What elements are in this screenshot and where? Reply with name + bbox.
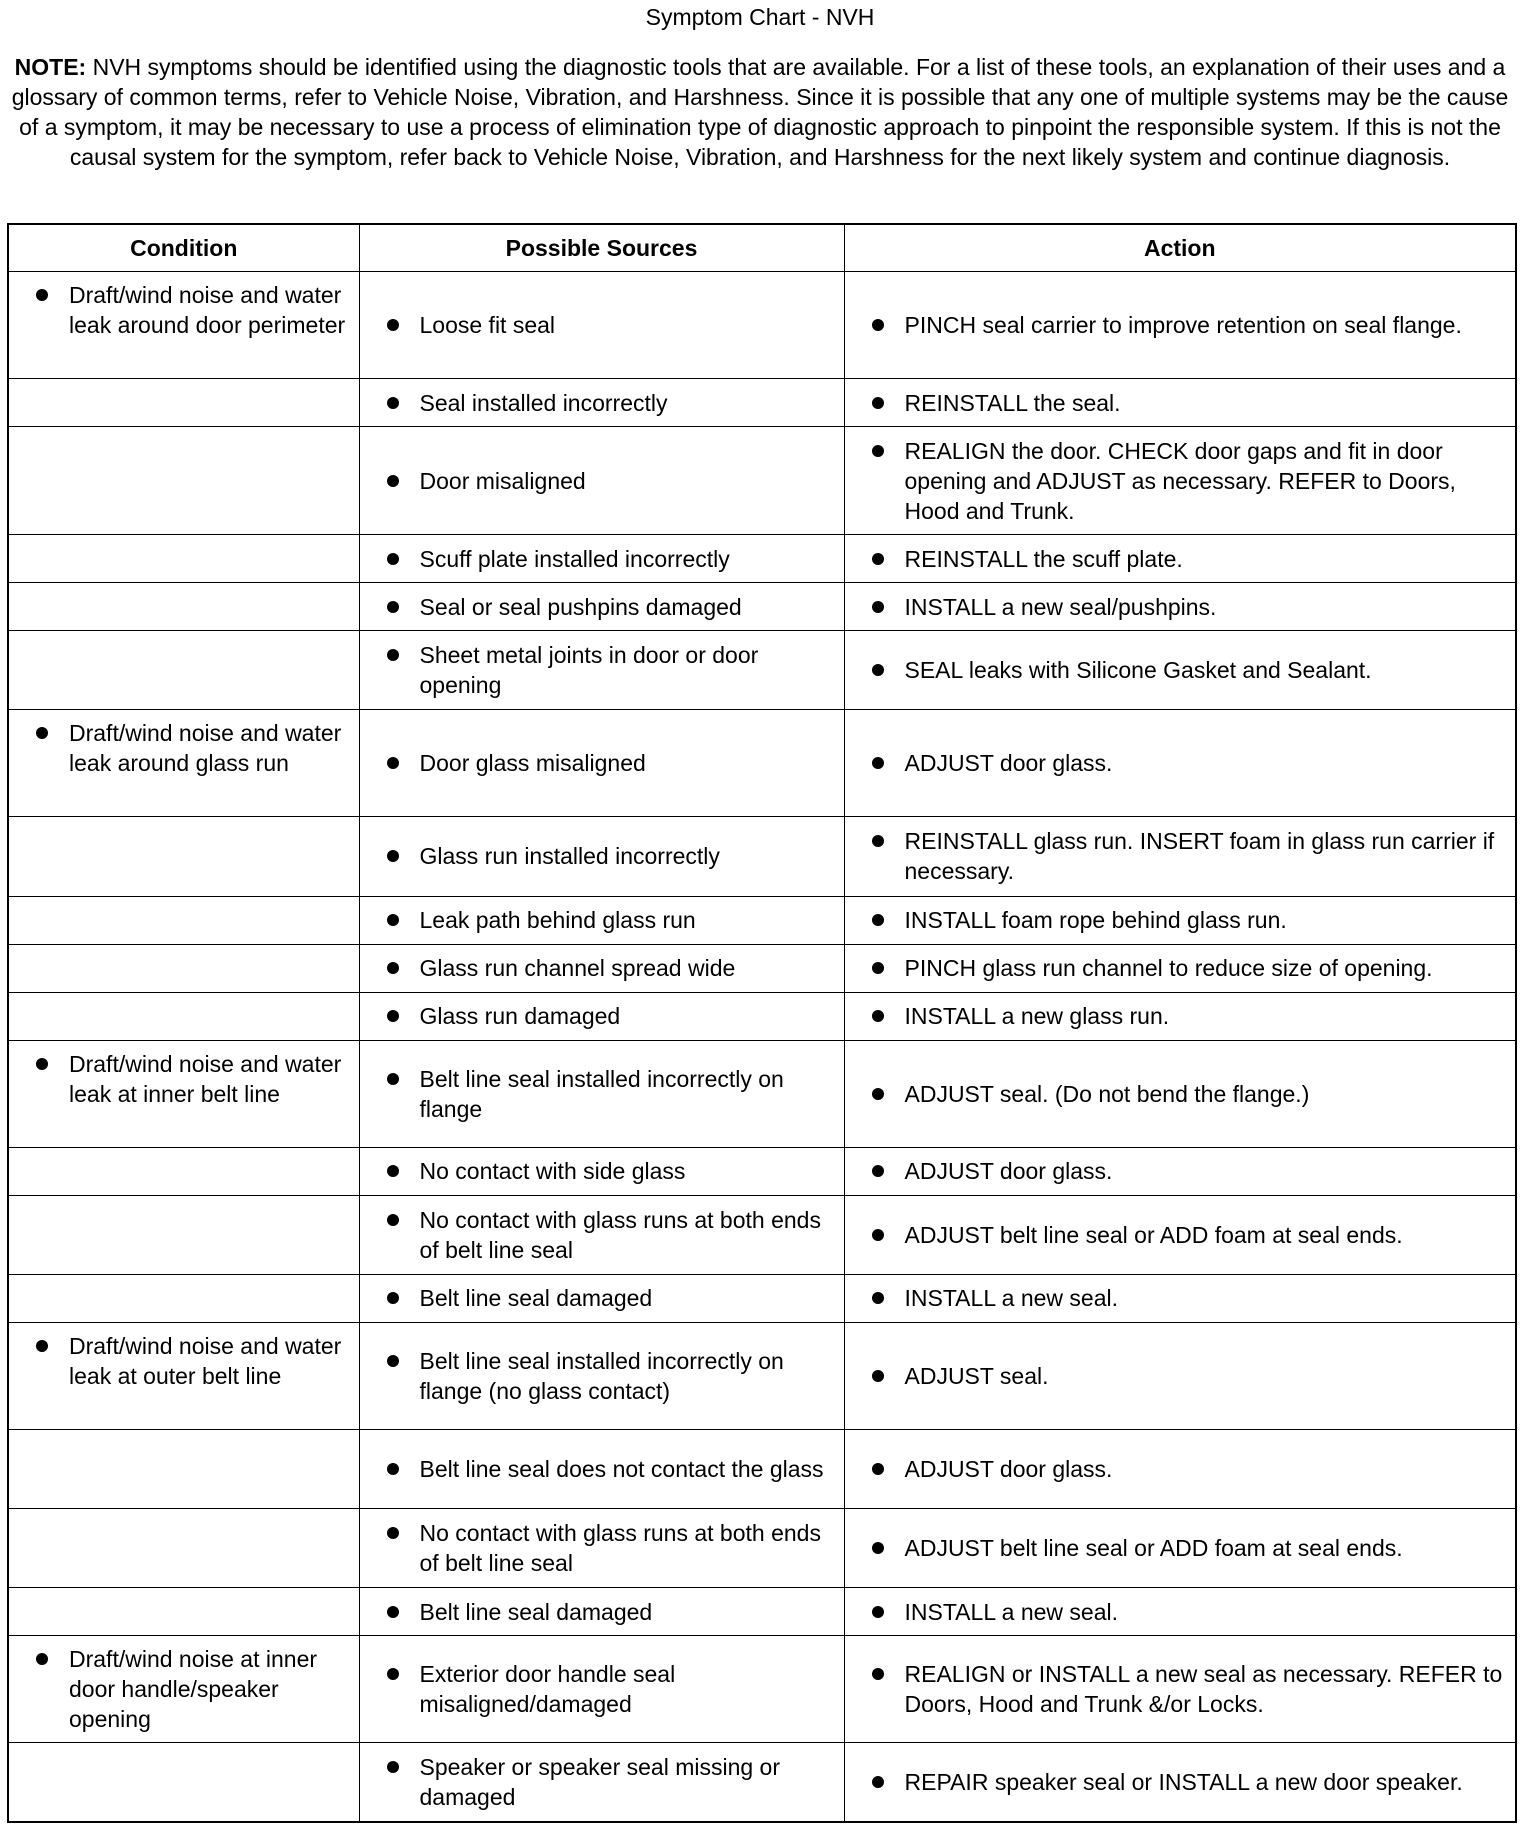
source-bullet-item xyxy=(360,466,836,496)
table-row xyxy=(8,535,1516,583)
bullet-icon xyxy=(387,1668,399,1680)
bullet-icon xyxy=(872,1165,884,1177)
condition-text: Draft/wind noise and water leak around door perimeter xyxy=(69,282,346,338)
action-bullet-item xyxy=(845,310,1508,340)
source-cell xyxy=(359,535,844,583)
source-bullet-item xyxy=(360,953,836,983)
action-cell xyxy=(844,1322,1516,1429)
action-cell xyxy=(844,896,1516,944)
source-bullet-item xyxy=(360,905,836,935)
source-text: Leak path behind glass run xyxy=(419,907,696,934)
source-bullet-item xyxy=(360,640,836,700)
condition-cell xyxy=(8,1195,359,1274)
action-text: PINCH glass run channel to reduce size of opening. xyxy=(904,955,1433,982)
action-text: PINCH seal carrier to improve retention on seal flange. xyxy=(904,312,1462,339)
bullet-icon xyxy=(387,914,399,926)
condition-cell xyxy=(8,1508,359,1587)
bullet-icon xyxy=(387,1165,399,1177)
action-text: ADJUST door glass. xyxy=(904,1158,1113,1185)
action-text: INSTALL a new seal/pushpins. xyxy=(904,593,1217,620)
action-cell xyxy=(844,944,1516,992)
action-text: REALIGN or INSTALL a new seal as necessary. REFER to Doors, Hood and Trunk &/or Locks. xyxy=(904,1661,1503,1718)
source-bullet-item xyxy=(360,1346,836,1406)
condition-cell xyxy=(8,1274,359,1322)
action-cell xyxy=(844,1743,1516,1822)
source-bullet-item xyxy=(360,310,836,340)
source-cell xyxy=(359,1588,844,1636)
source-bullet-item xyxy=(360,592,836,622)
action-bullet-item xyxy=(845,388,1508,418)
bullet-icon xyxy=(872,1463,884,1475)
source-text: Glass run installed incorrectly xyxy=(419,843,720,870)
condition-text: Draft/wind noise and water leak around glass run xyxy=(69,720,342,777)
source-text: Scuff plate installed incorrectly xyxy=(419,545,730,572)
condition-text: Draft/wind noise at inner door handle/speaker opening xyxy=(69,1646,318,1733)
table-row xyxy=(8,1743,1516,1822)
condition-bullet-item xyxy=(9,1049,351,1109)
bullet-icon xyxy=(872,914,884,926)
condition-cell xyxy=(8,631,359,710)
action-text: ADJUST seal. (Do not bend the flange.) xyxy=(904,1080,1310,1107)
condition-cell xyxy=(8,1147,359,1195)
source-cell xyxy=(359,1429,844,1508)
action-cell xyxy=(844,992,1516,1040)
source-cell xyxy=(359,427,844,535)
bullet-icon xyxy=(387,475,399,487)
action-bullet-item xyxy=(845,826,1508,886)
condition-bullet-item xyxy=(9,718,351,778)
bullet-icon xyxy=(872,601,884,613)
action-text: REINSTALL glass run. INSERT foam in glass run carrier if necessary. xyxy=(904,828,1495,885)
bullet-icon xyxy=(387,1214,399,1226)
source-text: Exterior door handle seal misaligned/damaged xyxy=(419,1661,676,1718)
source-text: Belt line seal does not contact the glass xyxy=(419,1455,824,1482)
action-text: INSTALL foam rope behind glass run. xyxy=(904,907,1287,934)
action-text: INSTALL a new seal. xyxy=(904,1285,1118,1312)
action-cell xyxy=(844,535,1516,583)
bullet-icon xyxy=(387,1761,399,1773)
bullet-icon xyxy=(872,1292,884,1304)
table-row xyxy=(8,896,1516,944)
source-bullet-item xyxy=(360,388,836,418)
condition-cell xyxy=(8,427,359,535)
table-row xyxy=(8,992,1516,1040)
table-row xyxy=(8,944,1516,992)
bullet-icon xyxy=(387,962,399,974)
source-bullet-item xyxy=(360,1659,836,1719)
source-text: Seal or seal pushpins damaged xyxy=(419,593,742,620)
bullet-icon xyxy=(872,664,884,676)
action-text: ADJUST belt line seal or ADD foam at seal ends. xyxy=(904,1221,1403,1248)
source-cell xyxy=(359,992,844,1040)
source-cell xyxy=(359,379,844,427)
table-row xyxy=(8,1147,1516,1195)
table-row xyxy=(8,1040,1516,1147)
condition-cell xyxy=(8,1743,359,1822)
condition-cell xyxy=(8,992,359,1040)
condition-bullet-item xyxy=(9,1331,351,1391)
source-bullet-item xyxy=(360,1064,836,1124)
action-text: ADJUST door glass. xyxy=(904,1455,1113,1482)
bullet-icon xyxy=(872,1229,884,1241)
table-row xyxy=(8,427,1516,535)
condition-cell xyxy=(8,1429,359,1508)
bullet-icon xyxy=(872,1542,884,1554)
note-paragraph xyxy=(10,52,1510,172)
source-cell xyxy=(359,1508,844,1587)
action-bullet-item xyxy=(845,905,1508,935)
symptom-chart-table xyxy=(7,223,1517,1823)
action-cell xyxy=(844,1508,1516,1587)
bullet-icon xyxy=(387,1292,399,1304)
bullet-icon xyxy=(872,1370,884,1382)
action-cell xyxy=(844,1588,1516,1636)
action-cell xyxy=(844,583,1516,631)
header-possible-sources: Possible Sources xyxy=(359,224,844,272)
bullet-icon xyxy=(872,1010,884,1022)
action-bullet-item xyxy=(845,436,1508,526)
table-row xyxy=(8,1588,1516,1636)
source-bullet-item xyxy=(360,544,836,574)
table-row xyxy=(8,379,1516,427)
header-condition: Condition xyxy=(8,224,359,272)
action-text: REINSTALL the seal. xyxy=(904,389,1121,416)
source-bullet-item xyxy=(360,1283,836,1313)
table-row xyxy=(8,272,1516,379)
page-title: Symptom Chart - NVH xyxy=(645,4,875,30)
source-cell xyxy=(359,1322,844,1429)
source-bullet-item xyxy=(360,1454,836,1484)
source-cell xyxy=(359,272,844,379)
source-bullet-item xyxy=(360,1518,836,1578)
source-cell xyxy=(359,583,844,631)
bullet-icon xyxy=(872,319,884,331)
source-text: Door misaligned xyxy=(419,467,586,494)
action-text: INSTALL a new glass run. xyxy=(904,1003,1170,1030)
table-body xyxy=(8,272,1516,1823)
bullet-icon xyxy=(36,289,48,301)
bullet-icon xyxy=(872,553,884,565)
source-text: Seal installed incorrectly xyxy=(419,389,668,416)
table-row xyxy=(8,817,1516,896)
action-bullet-item xyxy=(845,748,1508,778)
source-text: Glass run damaged xyxy=(419,1003,621,1030)
action-bullet-item xyxy=(845,1001,1508,1031)
source-text: Sheet metal joints in door or door opening xyxy=(419,642,759,699)
condition-cell xyxy=(8,1040,359,1147)
source-bullet-item xyxy=(360,1597,836,1627)
source-text: Belt line seal installed incorrectly on flange xyxy=(419,1065,784,1122)
source-cell xyxy=(359,631,844,710)
action-bullet-item xyxy=(845,655,1508,685)
condition-cell xyxy=(8,535,359,583)
table-row xyxy=(8,1508,1516,1587)
action-bullet-item xyxy=(845,1454,1508,1484)
table-row xyxy=(8,583,1516,631)
source-cell xyxy=(359,817,844,896)
source-text: No contact with side glass xyxy=(419,1158,686,1185)
table-row xyxy=(8,1195,1516,1274)
action-bullet-item xyxy=(845,953,1508,983)
source-text: No contact with glass runs at both ends of belt line seal xyxy=(419,1206,821,1263)
action-bullet-item xyxy=(845,1220,1508,1250)
bullet-icon xyxy=(872,1668,884,1680)
source-cell xyxy=(359,1274,844,1322)
source-bullet-item xyxy=(360,1752,836,1812)
action-bullet-item xyxy=(845,1597,1508,1627)
action-bullet-item xyxy=(845,544,1508,574)
note-text: NVH symptoms should be identified using the diagnostic tools that are available. For a list of these tools, an explanation of their uses and a glossary of common terms, refer to Vehicle Noise, Vibration, and Harshness. Since it is possible that any one of multiple systems may be the cause of a symptom, it may be necessary to use a process of elimination type of diagnostic approach to pinpoint the responsible system. If this is not the causal system for the symptom, refer back to Vehicle Noise, Vibration, and Harshness for the next likely system and continue diagnosis. xyxy=(11,54,1509,170)
action-text: REPAIR speaker seal or INSTALL a new door speaker. xyxy=(904,1769,1463,1796)
condition-cell xyxy=(8,272,359,379)
bullet-icon xyxy=(36,727,48,739)
condition-cell xyxy=(8,1322,359,1429)
source-cell xyxy=(359,896,844,944)
condition-cell xyxy=(8,710,359,817)
action-bullet-item xyxy=(845,1659,1508,1719)
bullet-icon xyxy=(387,601,399,613)
bullet-icon xyxy=(387,649,399,661)
table-row xyxy=(8,1636,1516,1743)
source-cell xyxy=(359,944,844,992)
condition-bullet-item xyxy=(9,1644,351,1734)
source-text: Loose fit seal xyxy=(419,312,556,339)
action-text: ADJUST seal. xyxy=(904,1362,1049,1389)
action-bullet-item xyxy=(845,1079,1508,1109)
condition-cell xyxy=(8,817,359,896)
source-cell xyxy=(359,1743,844,1822)
action-cell xyxy=(844,817,1516,896)
action-text: SEAL leaks with Silicone Gasket and Sealant. xyxy=(904,657,1372,684)
source-text: No contact with glass runs at both ends of belt line seal xyxy=(419,1520,821,1576)
condition-cell xyxy=(8,1636,359,1743)
action-cell xyxy=(844,1274,1516,1322)
table-row xyxy=(8,1274,1516,1322)
source-text: Speaker or speaker seal missing or damaged xyxy=(419,1754,780,1811)
table-header-row xyxy=(8,224,1516,272)
bullet-icon xyxy=(872,445,884,457)
note-label: NOTE: xyxy=(14,54,87,80)
bullet-icon xyxy=(387,1463,399,1475)
table-row xyxy=(8,1322,1516,1429)
condition-cell xyxy=(8,896,359,944)
condition-cell xyxy=(8,583,359,631)
action-text: REINSTALL the scuff plate. xyxy=(904,545,1183,572)
condition-cell xyxy=(8,1588,359,1636)
bullet-icon xyxy=(872,835,884,847)
action-cell xyxy=(844,710,1516,817)
condition-cell xyxy=(8,379,359,427)
action-bullet-item xyxy=(845,1156,1508,1186)
action-cell xyxy=(844,1040,1516,1147)
bullet-icon xyxy=(387,1010,399,1022)
bullet-icon xyxy=(387,1355,399,1367)
action-bullet-item xyxy=(845,1767,1508,1797)
action-bullet-item xyxy=(845,1283,1508,1313)
source-text: Belt line seal damaged xyxy=(419,1285,653,1312)
bullet-icon xyxy=(387,1527,399,1539)
bullet-icon xyxy=(872,1606,884,1618)
source-text: Glass run channel spread wide xyxy=(419,955,736,982)
bullet-icon xyxy=(36,1340,48,1352)
source-cell xyxy=(359,1195,844,1274)
bullet-icon xyxy=(387,397,399,409)
action-bullet-item xyxy=(845,1361,1508,1391)
source-cell xyxy=(359,1147,844,1195)
source-bullet-item xyxy=(360,748,836,778)
bullet-icon xyxy=(387,757,399,769)
action-bullet-item xyxy=(845,1533,1508,1563)
source-bullet-item xyxy=(360,1156,836,1186)
source-bullet-item xyxy=(360,1001,836,1031)
source-bullet-item xyxy=(360,1205,836,1265)
source-text: Door glass misaligned xyxy=(419,750,646,777)
header-action: Action xyxy=(844,224,1516,272)
action-text: ADJUST belt line seal or ADD foam at seal ends. xyxy=(904,1535,1403,1561)
condition-text: Draft/wind noise and water leak at outer belt line xyxy=(69,1332,342,1389)
bullet-icon xyxy=(36,1058,48,1070)
bullet-icon xyxy=(387,553,399,565)
table-row xyxy=(8,631,1516,710)
table-row xyxy=(8,1429,1516,1508)
source-cell xyxy=(359,1040,844,1147)
bullet-icon xyxy=(872,962,884,974)
action-cell xyxy=(844,379,1516,427)
bullet-icon xyxy=(872,757,884,769)
bullet-icon xyxy=(872,397,884,409)
bullet-icon xyxy=(387,1606,399,1618)
source-cell xyxy=(359,710,844,817)
action-cell xyxy=(844,631,1516,710)
action-text: ADJUST door glass. xyxy=(904,750,1113,777)
condition-bullet-item xyxy=(9,280,351,340)
source-text: Belt line seal damaged xyxy=(419,1598,653,1625)
action-cell xyxy=(844,1147,1516,1195)
bullet-icon xyxy=(387,1073,399,1085)
condition-text: Draft/wind noise and water leak at inner belt line xyxy=(69,1050,342,1107)
bullet-icon xyxy=(387,319,399,331)
action-text: INSTALL a new seal. xyxy=(904,1598,1118,1625)
bullet-icon xyxy=(872,1088,884,1100)
bullet-icon xyxy=(872,1776,884,1788)
source-text: Belt line seal installed incorrectly on flange (no glass contact) xyxy=(419,1347,784,1404)
action-cell xyxy=(844,1195,1516,1274)
condition-cell xyxy=(8,944,359,992)
action-cell xyxy=(844,427,1516,535)
action-cell xyxy=(844,272,1516,379)
action-cell xyxy=(844,1636,1516,1743)
action-text: REALIGN the door. CHECK door gaps and fit in door opening and ADJUST as necessary. REFER to Doors, Hood and Trunk. xyxy=(904,437,1456,524)
source-bullet-item xyxy=(360,841,836,871)
table-row xyxy=(8,710,1516,817)
bullet-icon xyxy=(387,850,399,862)
action-bullet-item xyxy=(845,592,1508,622)
bullet-icon xyxy=(36,1653,48,1665)
action-cell xyxy=(844,1429,1516,1508)
source-cell xyxy=(359,1636,844,1743)
